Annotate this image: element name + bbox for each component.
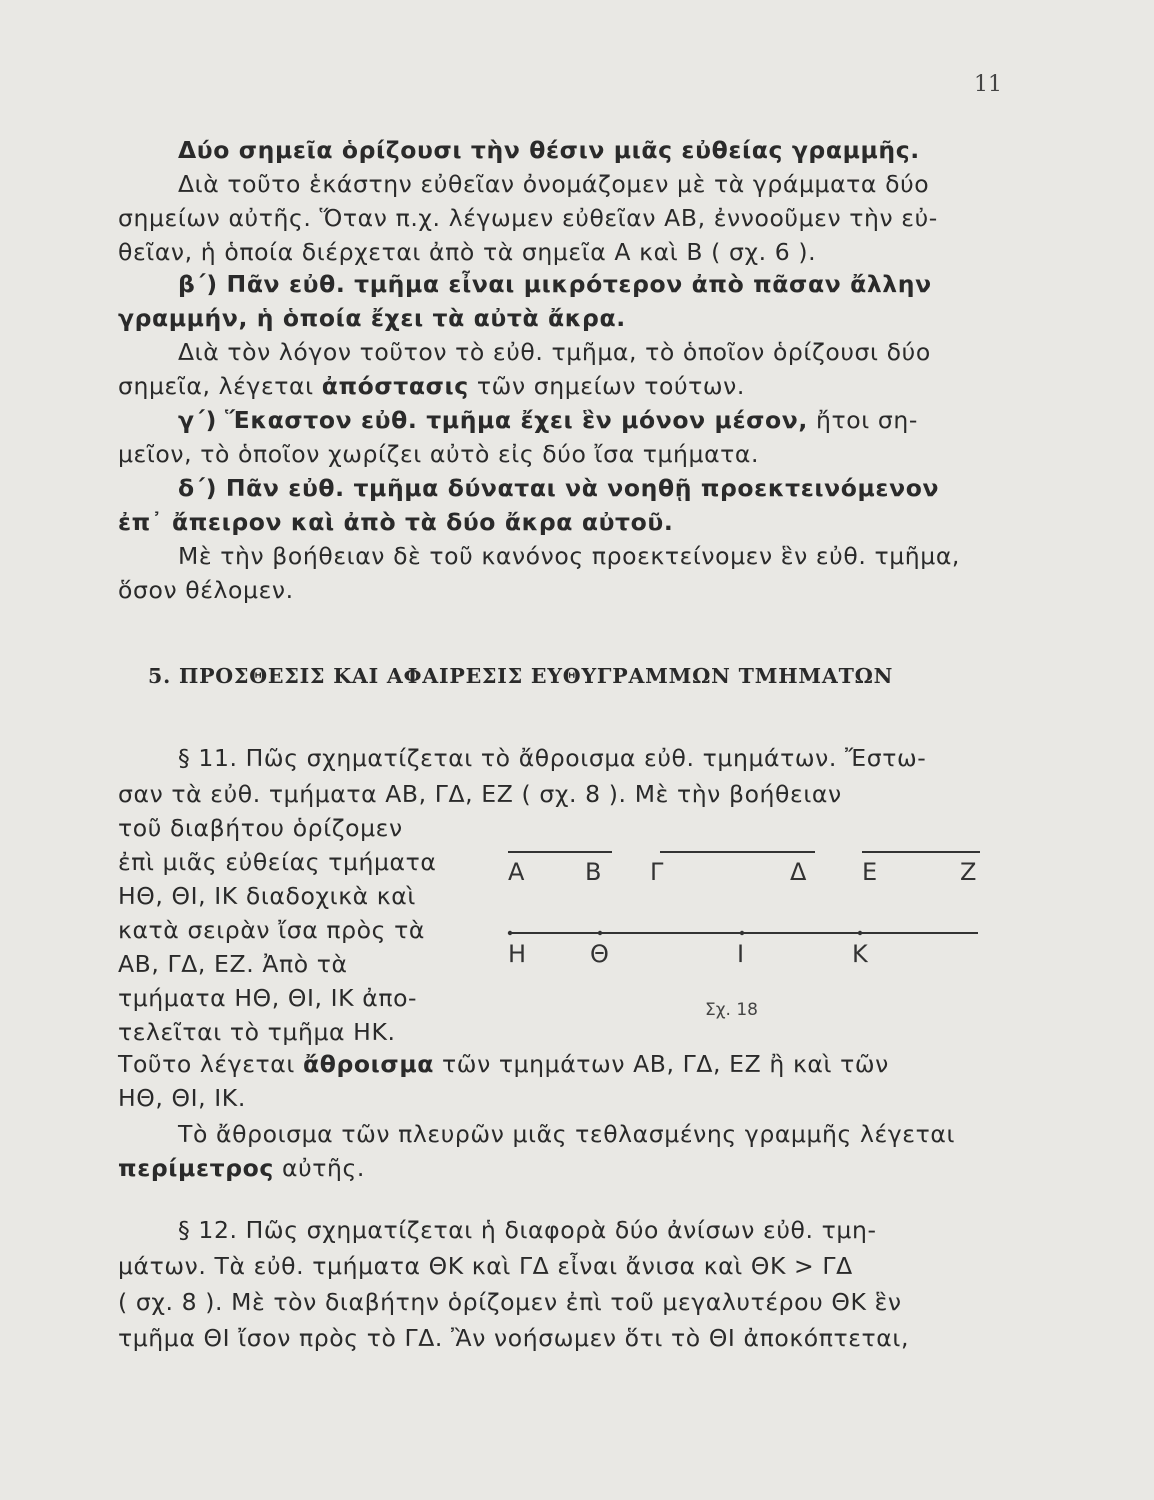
text-line: ΑΒ, ΓΔ, ΕΖ. Ἀπὸ τὰ <box>118 950 348 978</box>
label-g: Γ <box>650 858 664 886</box>
text-line: Διὰ τὸν λόγον τοῦτον τὸ εὐθ. τμῆμα, τὸ ὁποῖον ὁρίζουσι δύο <box>178 338 931 366</box>
term-bold: ἀπόστασις <box>321 372 469 400</box>
text-line: Μὲ τὴν βοήθειαν δὲ τοῦ κανόνος προεκτείνομεν ἓν εὐθ. τμῆμα, <box>178 542 961 570</box>
text-line: ( σχ. 8 ). Μὲ τὸν διαβήτην ὁρίζομεν ἐπὶ τοῦ μεγαλυτέρου ΘΚ ἓν <box>118 1288 902 1316</box>
point-k <box>858 931 862 935</box>
label-b: Β <box>585 858 602 886</box>
text-line: σαν τὰ εὐθ. τμήματα ΑΒ, ΓΔ, ΕΖ ( σχ. 8 ). Μὲ τὴν βοήθειαν <box>118 780 842 808</box>
list-item-beta <box>178 270 932 298</box>
paragraph-11-opening: § 11. Πῶς σχηματίζεται τὸ ἄθροισμα εὐθ. τμημάτων. Ἔστω- <box>178 744 927 772</box>
label-k: Κ <box>852 940 868 968</box>
text-fragment: σημεῖα, λέγεται <box>118 372 314 400</box>
point-h <box>508 931 512 935</box>
text-line <box>118 1050 889 1078</box>
term-bold: περίμετρος <box>118 1154 274 1182</box>
section-heading: 5. ΠΡΟΣΘΕΣΙΣ ΚΑΙ ΑΦΑΙΡΕΣΙΣ ΕΥΘΥΓΡΑΜΜΩΝ ΤΜΗΜΑΤΩΝ <box>148 664 894 688</box>
bold-statement: γραμμήν, ἡ ὁποία ἔχει τὰ αὐτὰ ἄκρα. <box>118 304 626 332</box>
page-number: 11 <box>974 72 1002 97</box>
bold-statement: Πᾶν εὐθ. τμῆμα εἶναι μικρότερον ἀπὸ πᾶσαν ἄλλην <box>226 270 932 298</box>
text-line: ΗΘ, ΘΙ, ΙΚ. <box>118 1084 246 1112</box>
term-bold: ἄθροισμα <box>303 1050 434 1078</box>
text-line <box>118 1154 365 1182</box>
text-line: μεῖον, τὸ ὁποῖον χωρίζει αὐτὸ εἰς δύο ἴσα τμήματα. <box>118 440 760 468</box>
text-line: Τὸ ἄθροισμα τῶν πλευρῶν μιᾶς τεθλασμένης γραμμῆς λέγεται <box>178 1120 955 1148</box>
list-item-gamma <box>178 406 918 434</box>
text-line: τοῦ διαβήτου ὁρίζομεν <box>118 814 403 842</box>
text-line: μάτων. Τὰ εὐθ. τμήματα ΘΚ καὶ ΓΔ εἶναι ἄνισα καὶ ΘΚ > ΓΔ <box>118 1252 853 1280</box>
label-d: Δ <box>790 858 807 886</box>
text-line: τμήματα ΗΘ, ΘΙ, ΙΚ ἀπο- <box>118 984 418 1012</box>
text-fragment: τῶν σημείων τούτων. <box>476 372 745 400</box>
label-e: Ε <box>862 858 878 886</box>
label-h: Η <box>508 940 527 968</box>
text-line: τελεῖται τὸ τμῆμα ΗΚ. <box>118 1018 396 1046</box>
point-th <box>598 931 602 935</box>
text-line: ὅσον θέλομεν. <box>118 576 294 604</box>
text-line <box>118 372 745 400</box>
list-item-delta <box>178 474 939 502</box>
text-line: θεῖαν, ἡ ὁποία διέρχεται ἀπὸ τὰ σημεῖα Α καὶ Β ( σχ. 6 ). <box>118 238 817 266</box>
text-line: ΗΘ, ΘΙ, ΙΚ διαδοχικὰ καὶ <box>118 882 416 910</box>
label-th: Θ <box>590 940 609 968</box>
bold-statement: ἐπ᾽ ἄπειρον καὶ ἀπὸ τὰ δύο ἄκρα αὐτοῦ. <box>118 508 674 536</box>
text-line: κατὰ σειρὰν ἴσα πρὸς τὰ <box>118 916 425 944</box>
point-i <box>740 931 744 935</box>
label-a: Α <box>508 858 525 886</box>
text-fragment: ἤτοι ση- <box>815 406 918 434</box>
text-line: Διὰ τοῦτο ἑκάστην εὐθεῖαν ὀνομάζομεν μὲ τὰ γράμματα δύο <box>178 170 930 198</box>
figure-segments <box>490 830 1000 1030</box>
item-number: δ΄) <box>178 474 218 502</box>
text-line: ἐπὶ μιᾶς εὐθείας τμήματα <box>118 848 437 876</box>
bold-statement: Δύο σημεῖα ὁρίζουσι τὴν θέσιν μιᾶς εὐθείας γραμμῆς. <box>178 136 920 164</box>
item-number: γ΄) <box>178 406 217 434</box>
label-i: Ι <box>737 940 745 968</box>
paragraph-12-opening: § 12. Πῶς σχηματίζεται ἡ διαφορὰ δύο ἀνίσων εὐθ. τμη- <box>178 1216 877 1244</box>
item-number: β΄) <box>178 270 218 298</box>
bold-statement: Ἕκαστον εὐθ. τμῆμα ἔχει ἓν μόνον μέσον, <box>225 406 808 434</box>
text-fragment: τῶν τμημάτων ΑΒ, ΓΔ, ΕΖ ἢ καὶ τῶν <box>442 1050 889 1078</box>
label-z: Ζ <box>960 858 977 886</box>
bold-statement: Πᾶν εὐθ. τμῆμα δύναται νὰ νοηθῇ προεκτεινόμενον <box>225 474 940 502</box>
text-line: σημείων αὐτῆς. Ὅταν π.χ. λέγωμεν εὐθεῖαν ΑΒ, ἐννοοῦμεν τὴν εὐ- <box>118 204 938 232</box>
text-fragment: Τοῦτο λέγεται <box>118 1050 295 1078</box>
figure-caption: Σχ. 18 <box>705 1000 759 1020</box>
text-line: τμῆμα ΘΙ ἴσον πρὸς τὸ ΓΔ. Ἂν νοήσωμεν ὅτι τὸ ΘΙ ἀποκόπτεται, <box>118 1324 910 1352</box>
text-fragment: αὐτῆς. <box>282 1154 365 1182</box>
